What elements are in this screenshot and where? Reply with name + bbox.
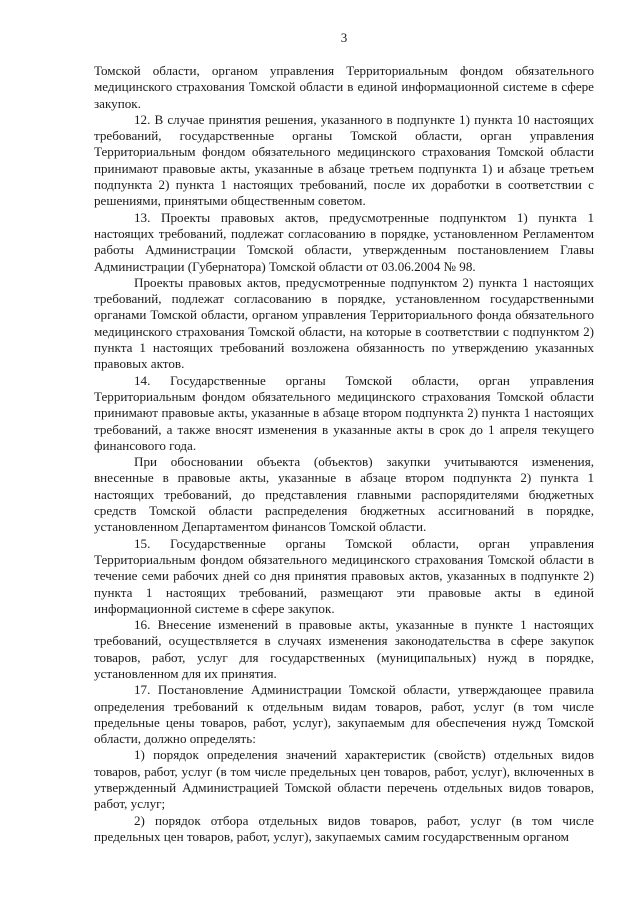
paragraph-13: 13. Проекты правовых актов, предусмотренные подпунктом 1) пункта 1 настоящих требований, подлежат согласованию в порядке, установленном Регламентом работы Администрации Томской области, утвержденным постановлением Главы Администрации (Губернатора) Томской области от 03.06.2004 № 98. [94,209,594,274]
paragraph-continuation: Томской области, органом управления Территориальным фондом обязательного медицинского страхования Томской области в единой информационной системе в сфере закупок. [94,63,594,111]
paragraph-17: 17. Постановление Администрации Томской области, утверждающее правила определения требований к отдельным видам товаров, работ, услуг (в том числе предельные цены товаров, работ, услуг), закупаемым для обеспечения нужд Томской области, должно определять: [94,682,594,747]
paragraph-17-item-1: 1) порядок определения значений характеристик (свойств) отдельных видов товаров, работ, услуг (в том числе предельных цен товаров, работ, услуг), включенных в утвержденный Администрацией Томской области перечень отдельных видов товаров, работ, услуг; [94,747,594,812]
paragraph-14-part-2: При обосновании объекта (объектов) закупки учитываются изменения, внесенные в правовые акты, указанные в абзаце втором подпункта 2) пункта 1 настоящих требований, до представления главными распорядителями бюджетных средств Томской области распределения бюджетных ассигнований в порядке, установленном Департаментом финансов Томской области. [94,454,594,535]
page-number: 3 [340,30,348,45]
paragraph-16: 16. Внесение изменений в правовые акты, указанные в пункте 1 настоящих требований, осуществляется в случаях изменения законодательства в сфере закупок товаров, работ, услуг для государственных (муниципальных) нужд в порядке, установленном для их принятия. [94,617,594,681]
paragraph-17-item-2: 2) порядок отбора отдельных видов товаров, работ, услуг (в том числе предельных цен товаров, работ, услуг), закупаемых самим государственным органом [94,812,594,844]
paragraph-12: 12. В случае принятия решения, указанного в подпункте 1) пункта 10 настоящих требований, государственные органы Томской области, орган управления Территориальным фондом обязательного медицинского страхования Томской области принимают правовые акты, указанные в абзаце третьем подпункта 1) и абзаце третьем подпункта 2) пункта 1 настоящих требований, после их доработки в соответствии с решениями, принятыми общественным советом. [94,111,594,209]
paragraph-15: 15. Государственные органы Томской области, орган управления Территориальным фондом обязательного медицинского страхования Томской области в течение семи рабочих дней со дня принятия правовых актов, указанных в подпункте 2) пункта 1 настоящих требований, размещают эти правовые акты в единой информационной системе в сфере закупок. [94,535,594,616]
document-body [94,63,594,845]
paragraph-13-part-2: Проекты правовых актов, предусмотренные подпунктом 2) пункта 1 настоящих требований, подлежат согласованию в порядке, установленном государственными органами Томской области, органом управления Территориального фонда обязательного медицинского страхования Томской области, на которые в соответствии с подпунктом 2) пункта 1 настоящих требований возложена обязанность по утверждению указанных правовых актов. [94,274,594,372]
paragraph-14: 14. Государственные органы Томской области, орган управления Территориальным фондом обязательного медицинского страхования Томской области принимают правовые акты, указанные в абзаце втором подпункта 2) пункта 1 настоящих требований, а также вносят изменения в указанные акты в срок до 1 апреля текущего финансового года. [94,372,594,453]
